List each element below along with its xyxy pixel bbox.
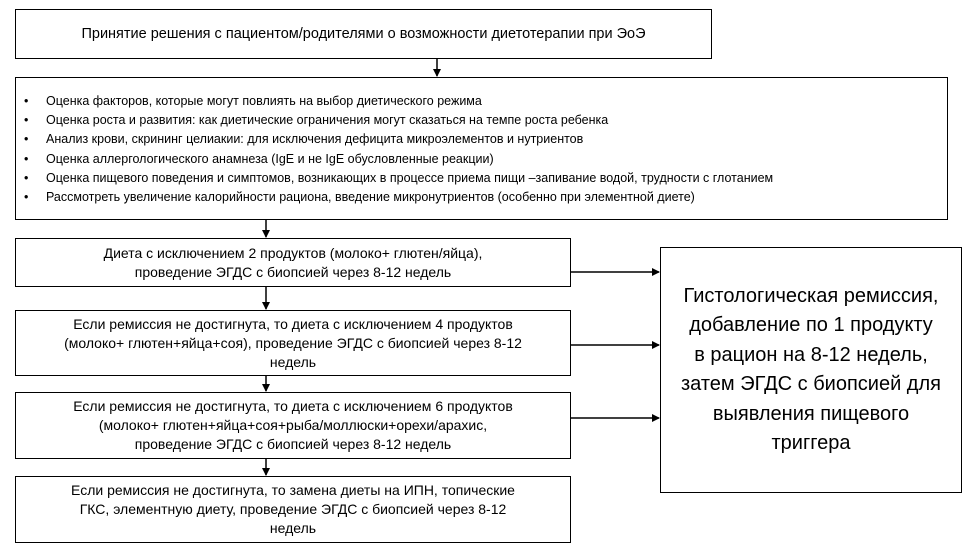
remission-line: выявления пищевого	[712, 402, 910, 425]
decision-text: Принятие решения с пациентом/родителями о возможности диетотерапии при ЭоЭ	[81, 25, 646, 42]
bullet-icon: •	[24, 132, 29, 147]
step-box-alternative-therapy	[15, 476, 571, 543]
bullet-icon: •	[24, 151, 29, 166]
remission-line: триггера	[771, 432, 851, 454]
step-line: недель	[269, 520, 317, 536]
assessment-item	[24, 111, 947, 130]
step-line: Если ремиссия не достигнута, то диета с исключением 4 продуктов	[73, 315, 513, 332]
assessment-item-text: Оценка факторов, которые могут повлиять на выбор диетического режима	[46, 94, 482, 108]
remission-line: добавление по 1 продукту	[689, 314, 933, 336]
assessment-box	[15, 77, 948, 220]
assessment-item	[24, 169, 947, 188]
step-text	[73, 397, 513, 454]
step-box-two-food-elimination	[15, 238, 571, 287]
assessment-item-text: Оценка роста и развития: как диетические ограничения могут сказаться на темпе роста ребенка	[46, 113, 609, 128]
step-box-four-food-elimination	[15, 310, 571, 376]
bullet-icon: •	[24, 190, 29, 205]
step-line: Если ремиссия не достигнута, то диета с исключением 6 продуктов	[73, 398, 513, 414]
step-text	[104, 244, 483, 282]
assessment-item-text: Анализ крови, скрининг целиакии: для исключения дефицита микроэлементов и нутриентов	[46, 132, 584, 147]
step-line: проведение ЭГДС с биопсией через 8-12 недель	[134, 263, 452, 280]
remission-line: затем ЭГДС с биопсией для	[681, 373, 941, 395]
assessment-list	[16, 92, 947, 207]
assessment-item-text: Оценка пищевого поведения и симптомов, возникающих в процессе приема пищи –запивание водой, трудности с глотанием	[46, 170, 774, 185]
step-line: недель	[269, 353, 317, 370]
step-line: (молоко+ глютен+яйца+соя+рыба/моллюски+орехи/арахис,	[98, 417, 488, 433]
bullet-icon: •	[24, 113, 29, 128]
step-box-six-food-elimination	[15, 392, 571, 459]
step-line: (молоко+ глютен+яйца+соя), проведение ЭГДС с биопсией через 8-12	[64, 334, 522, 351]
assessment-item	[24, 130, 947, 149]
assessment-item	[24, 150, 947, 169]
remission-line: в рацион на 8-12 недель,	[694, 343, 928, 366]
step-line: Если ремиссия не достигнута, то замена диеты на ИПН, топические	[71, 482, 515, 498]
step-line: ГКС, элементную диету, проведение ЭГДС с биопсией через 8-12	[79, 501, 507, 517]
assessment-item-text: Оценка аллергологического анамнеза (IgE и не IgE обусловленные реакции)	[46, 151, 494, 166]
step-text	[71, 481, 515, 538]
step-line: Диета с исключением 2 продуктов (молоко+ глютен/яйца),	[103, 244, 483, 261]
step-text	[64, 315, 522, 372]
assessment-item	[24, 92, 947, 111]
remission-text	[681, 282, 941, 459]
step-line: проведение ЭГДС с биопсией через 8-12 недель	[134, 436, 452, 452]
remission-box	[660, 247, 962, 493]
bullet-icon: •	[24, 170, 29, 185]
assessment-item	[24, 188, 947, 207]
decision-box	[15, 9, 712, 59]
bullet-icon: •	[24, 94, 29, 108]
assessment-item-text: Рассмотреть увеличение калорийности рациона, введение микронутриентов (особенно при элементной диете)	[46, 190, 695, 205]
remission-line: Гистологическая ремиссия,	[683, 284, 939, 307]
